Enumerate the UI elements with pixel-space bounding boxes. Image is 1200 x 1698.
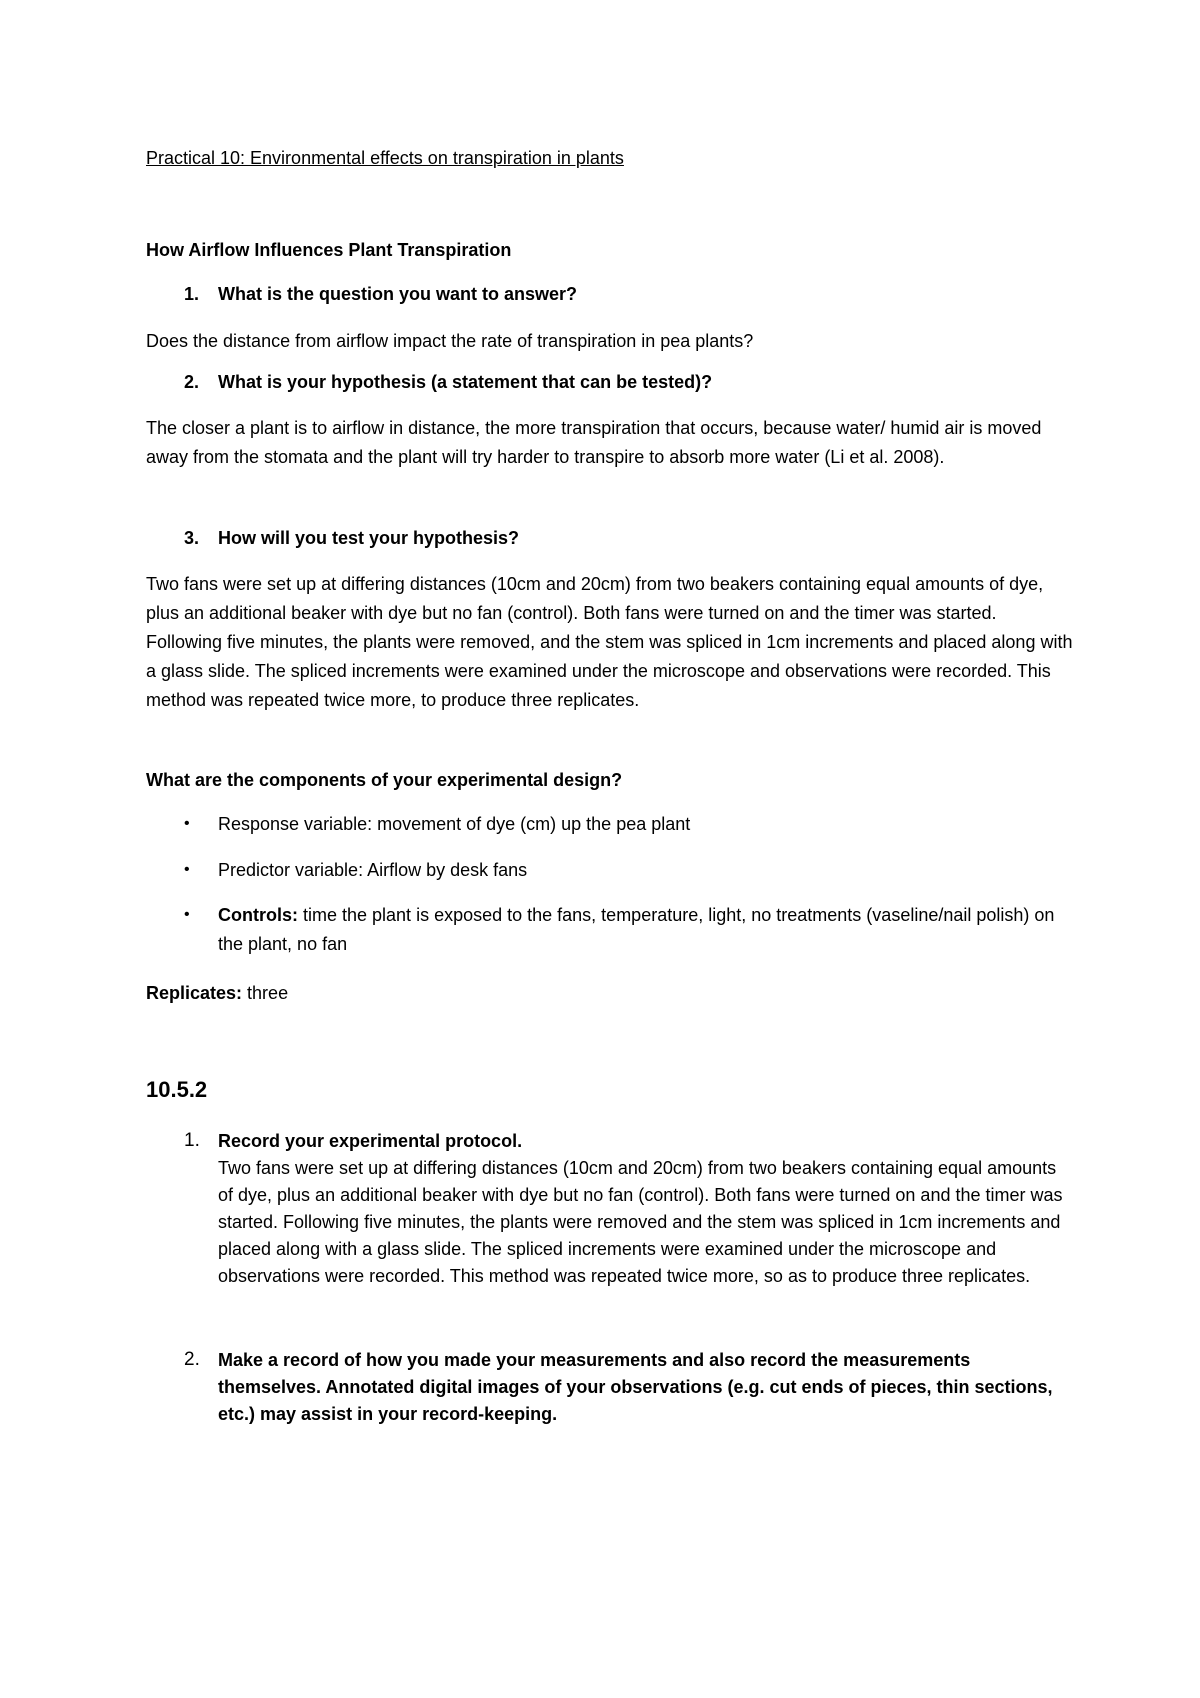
question-text: What is your hypothesis (a statement that can be tested)? — [218, 372, 713, 392]
replicates-line — [146, 983, 288, 1004]
components-heading: What are the components of your experimental design? — [146, 770, 623, 790]
list-item — [218, 901, 1058, 959]
section-item — [218, 1128, 1068, 1290]
answer-text: Two fans were set up at differing distances (10cm and 20cm) from two beakers containing equal amounts of dye, plus an additional beaker with dye but no fan (control). Both fans were turned on and the timer was started. Following five minutes, the plants were removed, and the stem was spliced in 1cm increments and placed along with a glass slide. The spliced increments were examined under the microscope and observations were recorded. This method was repeated twice more, to produce three replicates. — [146, 574, 1073, 710]
question-number: 1. — [184, 284, 200, 304]
list-item-text: Response variable: movement of dye (cm) up the pea plant — [218, 814, 691, 834]
document-title: Practical 10: Environmental effects on transpiration in plants — [146, 148, 624, 168]
list-item — [218, 810, 1058, 839]
section-item-heading: Record your experimental protocol. — [218, 1131, 523, 1151]
section-item-text: Two fans were set up at differing distances (10cm and 20cm) from two beakers containing equal amounts of dye, plus an additional beaker with dye but no fan (control). Both fans were turned on and the timer was started. Following five minutes, the plants were removed and the stem was spliced in 1cm increments and placed along with a glass slide. The spliced increments were examined under the microscope and observations were recorded. This method was repeated twice more, so as to produce three replicates. — [218, 1158, 1063, 1286]
section-heading: 10.5.2 — [146, 1077, 208, 1102]
question-number: 2. — [184, 372, 200, 392]
list-item — [218, 856, 1058, 885]
bullet-icon: • — [184, 861, 190, 878]
section-item-number: 2. — [184, 1349, 200, 1370]
replicates-value: three — [242, 983, 289, 1003]
answer-text: The closer a plant is to airflow in distance, the more transpiration that occurs, because water/ humid air is moved away from the stomata and the plant will try harder to transpire to absorb more water (Li et al. 2008). — [146, 418, 1042, 467]
answer-text: Does the distance from airflow impact the rate of transpiration in pea plants? — [146, 331, 754, 351]
list-item-label: Controls: — [218, 905, 298, 925]
question-number: 3. — [184, 528, 200, 548]
section-item-number: 1. — [184, 1130, 200, 1151]
bullet-icon: • — [184, 815, 190, 832]
question-text: What is the question you want to answer? — [218, 284, 578, 304]
list-item-text: Predictor variable: Airflow by desk fans — [218, 860, 528, 880]
bullet-icon: • — [184, 906, 190, 923]
replicates-label: Replicates: — [146, 983, 243, 1003]
section-item-heading: Make a record of how you made your measurements and also record the measurements themselves. Annotated digital images of your observations (e.g. cut ends of pieces, thin sections, etc.) may assist in your record-keeping. — [218, 1350, 1053, 1424]
question-text: How will you test your hypothesis? — [218, 528, 520, 548]
section-subtitle: How Airflow Influences Plant Transpiration — [146, 240, 512, 260]
list-item-text: time the plant is exposed to the fans, temperature, light, no treatments (vaseline/nail polish) on the plant, no fan — [218, 905, 1055, 954]
section-item — [218, 1347, 1068, 1428]
